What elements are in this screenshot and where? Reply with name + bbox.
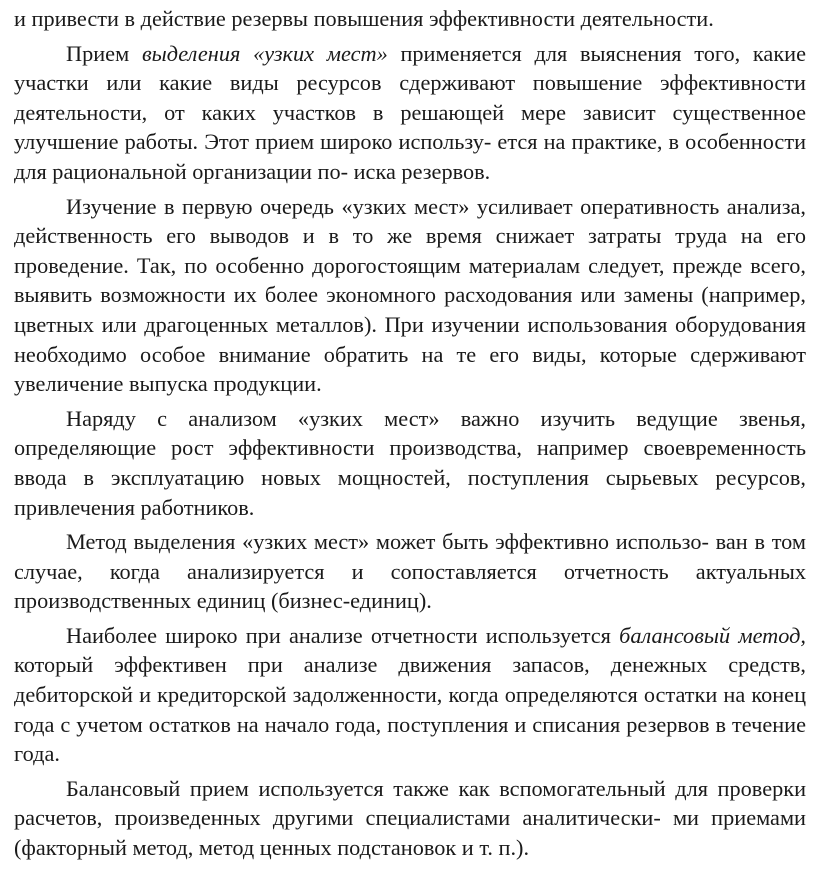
text-run: и привести в действие резервы повышения эффективности деятельности. [14, 6, 714, 31]
paragraph-intro-continuation [14, 4, 806, 34]
italic-term: выделения «узких мест» [141, 40, 388, 66]
paragraph-balance-auxiliary [14, 774, 806, 863]
text-run: Метод выделения «узких мест» может быть эффективно использо- ван в том случае, когда анализируется и сопоставляется отчетность актуальных производственных единиц (бизнес-единиц). [14, 529, 806, 614]
paragraph-balance-method [14, 621, 806, 769]
text-run: Балансовый прием используется также как вспомогательный для проверки расчетов, произведенных другими специалистами аналитически- ми приемами (факторный метод, метод ценных подстановок и т. п.). [14, 775, 806, 861]
text-run: Прием [66, 40, 142, 66]
text-run: Наряду с анализом «узких мест» важно изучить ведущие звенья, определяющие рост эффективности производства, например своевременность ввода в эксплуатацию новых мощностей, поступления сырьевых ресурсов, привлечения работников. [14, 405, 806, 520]
paragraph-method-usage [14, 527, 806, 616]
text-run: Наиболее широко при анализе отчетности используется [66, 622, 620, 648]
text-run: который эффективен при анализе движения запасов, денежных средств, дебиторской и кредиторской задолженности, когда определяются остатки на конец года с учетом остатков на начало года, поступления и списания резервов в течение года. [14, 652, 806, 767]
paragraph-leading-links [14, 404, 806, 522]
text-run: применяется для выяснения того, какие участки или какие виды ресурсов сдерживают повышение эффективности деятельности, от каких участков в решающей мере зависит существенное улучшение работы. Этот прием широко использу- ется на практике, в особенности для рациональной организации по- иска резервов. [14, 40, 806, 184]
italic-term: балансовый метод, [619, 622, 806, 648]
text-run: Изучение в первую очередь «узких мест» усиливает оперативность анализа, действенность его выводов и в то же время снижает затраты труда на его проведение. Так, по особенно дорогостоящим материалам следует, прежде всего, выявить возможности их более экономного расходования или замены (например, цветных или драгоценных металлов). При изучении использования оборудования необходимо особое внимание обратить на те его виды, которые сдерживают увеличение выпуска продукции. [14, 193, 806, 397]
paragraph-bottleneck-method [14, 39, 806, 187]
paragraph-bottleneck-study [14, 192, 806, 399]
